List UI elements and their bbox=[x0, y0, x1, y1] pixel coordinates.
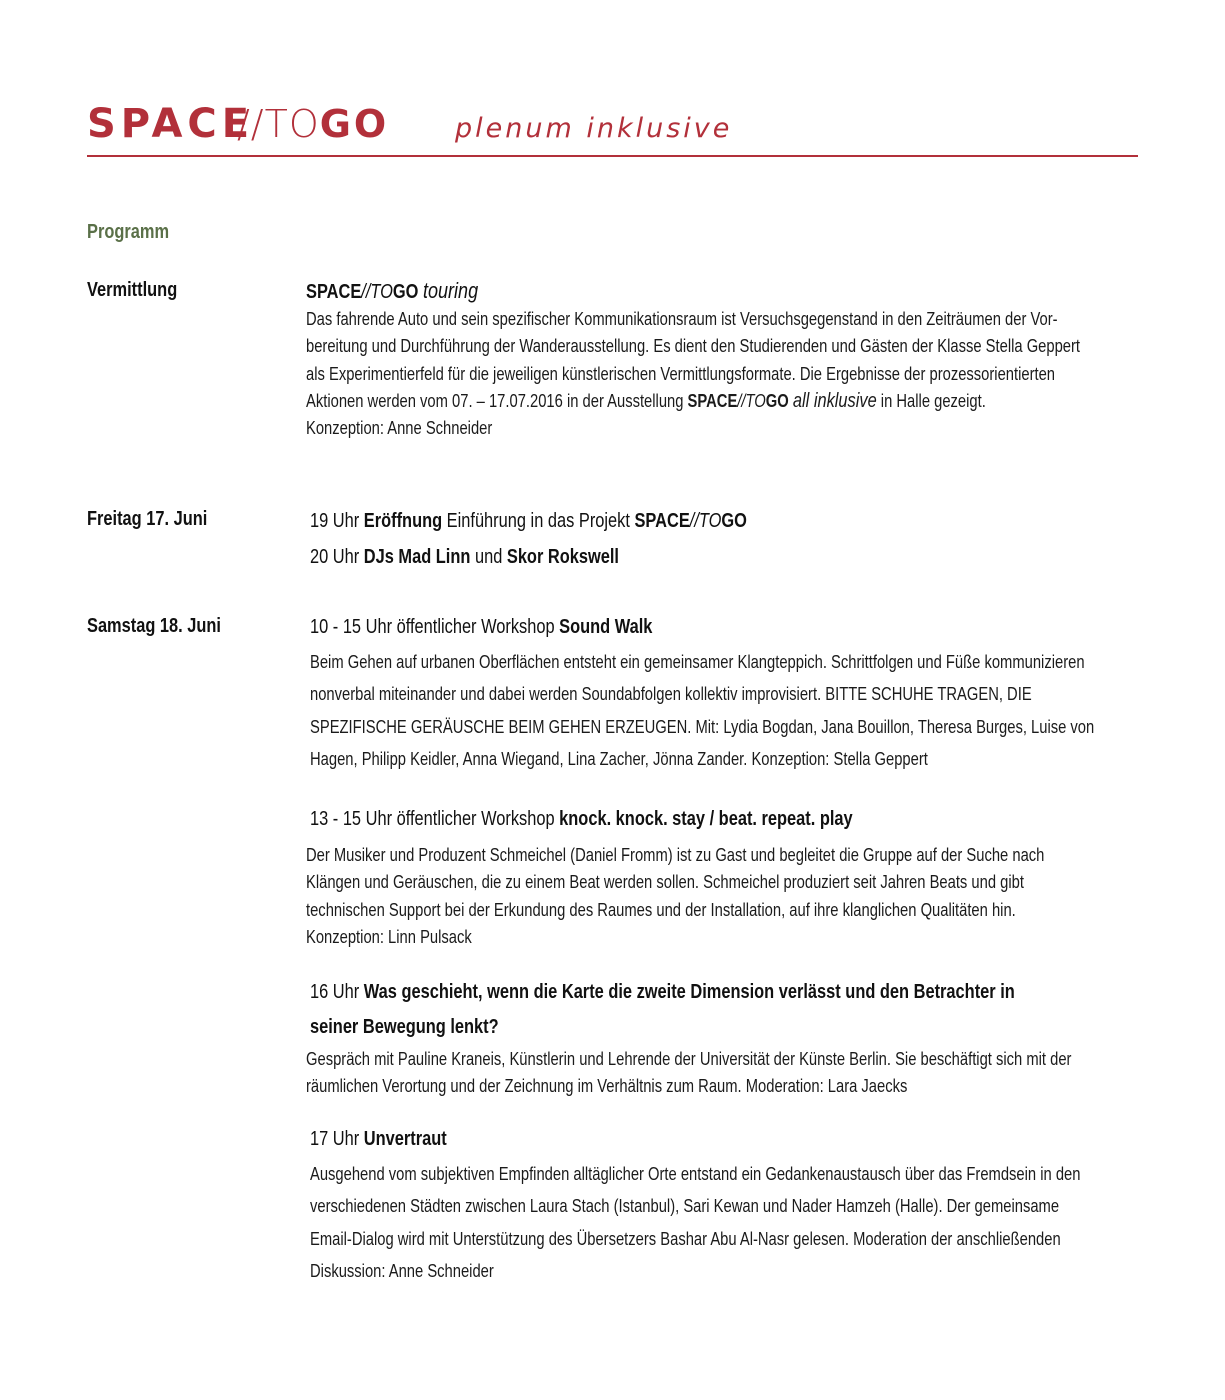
konzeption: Konzeption: Anne Schneider bbox=[306, 418, 493, 439]
event-karte-text bbox=[306, 1046, 1225, 1101]
event-heading bbox=[310, 975, 1015, 1010]
paragraph-line: Diskussion: Anne Schneider bbox=[310, 1260, 494, 1281]
event-title: Skor Rokswell bbox=[506, 546, 619, 568]
event-description bbox=[310, 1158, 1080, 1287]
paragraph-line: Das fahrende Auto und sein spezifischer Kommunikationsraum ist Versuchsgegenstand in den Zeiträumen der Vor- bbox=[306, 309, 1058, 329]
brand-go: GO bbox=[392, 281, 419, 303]
event-title-cont: seiner Bewegung lenkt? bbox=[310, 1016, 499, 1038]
paragraph-line: Hagen, Philipp Keidler, Anna Wiegand, Lina Zacher, Jönna Zander. Konzeption: Stella Geppert bbox=[310, 748, 928, 769]
paragraph-line: bereitung und Durchführung der Wanderausstellung. Es dient den Studierenden und Gästen der Klasse Stella Geppert bbox=[306, 336, 1081, 357]
logo-slash-to: //TO bbox=[237, 102, 320, 146]
event-time: 17 Uhr bbox=[310, 1128, 364, 1150]
section-title-programm: Programm bbox=[87, 221, 170, 243]
brand-space: SPACE bbox=[687, 390, 738, 411]
event-time: 19 Uhr bbox=[310, 510, 364, 532]
event-description bbox=[306, 1046, 1071, 1101]
brand-go: GO bbox=[721, 510, 747, 532]
label-freitag: Freitag 17. Juni bbox=[87, 508, 208, 530]
event-title: Sound Walk bbox=[559, 616, 653, 638]
event-heading bbox=[310, 1010, 1015, 1045]
event-text: und bbox=[470, 546, 507, 568]
brand-space: SPACE bbox=[306, 281, 362, 303]
event-title: Was geschieht, wenn die Karte die zweite Dimension verlässt und den Betrachter in bbox=[363, 981, 1015, 1003]
paragraph-line: technischen Support bei der Erkundung des Raumes und der Installation, auf ihre klanglichen Qualitäten hin. bbox=[306, 899, 1016, 920]
event-title: DJs Mad Linn bbox=[363, 546, 471, 568]
event-description bbox=[310, 646, 1094, 775]
paragraph-line: Beim Gehen auf urbanen Oberflächen entsteht ein gemeinsamer Klangteppich. Schrittfolgen und Füße kommunizieren bbox=[310, 652, 1085, 672]
logo-space: SPACE bbox=[87, 101, 255, 147]
exhibition-title: all inklusive bbox=[792, 389, 877, 412]
event-description bbox=[306, 842, 1044, 951]
brand-space: SPACE bbox=[634, 510, 690, 532]
brand-go: GO bbox=[765, 390, 789, 411]
paragraph-line bbox=[306, 388, 1080, 415]
label-samstag: Samstag 18. Juni bbox=[87, 615, 221, 637]
event-unvertraut bbox=[310, 1125, 1225, 1287]
event-knock-knock bbox=[310, 805, 972, 833]
event-karte bbox=[310, 975, 1170, 1045]
paragraph-line: Konzeption: Linn Pulsack bbox=[306, 926, 472, 947]
paragraph-line: räumlichen Verortung und der Zeichnung im Verhältnis zum Raum. Moderation: Lara Jaecks bbox=[306, 1076, 908, 1097]
logo-go: GO bbox=[319, 102, 390, 146]
paragraph-line: verschiedenen Städten zwischen Laura Stach (Istanbul), Sari Kewan und Nader Hamzeh (Halle). Der gemeinsame bbox=[310, 1196, 1060, 1217]
paragraph-line: Der Musiker und Produzent Schmeichel (Daniel Fromm) ist zu Gast und begleitet die Gruppe auf der Suche nach bbox=[306, 845, 1045, 865]
brand-slash-to: //TO bbox=[361, 281, 393, 303]
event-title: knock. knock. stay / beat. repeat. play bbox=[559, 808, 853, 830]
header-rule bbox=[87, 155, 1138, 157]
brand-slash-to: //TO bbox=[737, 390, 766, 411]
event-time: 16 Uhr bbox=[310, 981, 364, 1003]
header-subtitle: plenum inklusive bbox=[455, 113, 733, 144]
paragraph-line: Email-Dialog wird mit Unterstützung des Übersetzers Bashar Abu Al-Nasr gelesen. Moderation der anschließenden bbox=[310, 1228, 1061, 1249]
vermittlung-block bbox=[306, 277, 1225, 442]
event-line bbox=[310, 507, 747, 535]
event-line bbox=[310, 543, 747, 571]
paragraph-line: SPEZIFISCHE GERÄUSCHE BEIM GEHEN ERZEUGEN. Mit: Lydia Bogdan, Jana Bouillon, Theresa Burges, Luise von bbox=[310, 716, 1095, 737]
logo-togo bbox=[237, 102, 389, 146]
event-knock-knock-text bbox=[306, 842, 1206, 951]
paragraph-line: nonverbal miteinander und dabei werden Soundabfolgen kollektiv improvisiert. BITTE SCHUHE TRAGEN, DIE bbox=[310, 684, 1032, 705]
event-title: Eröffnung bbox=[363, 510, 443, 532]
paragraph-line: als Experimentierfeld für die jeweiligen künstlerischen Vermittlungsformate. Die Ergebnisse der prozessorientierten bbox=[306, 363, 1056, 384]
event-text: Einführung in das Projekt bbox=[442, 510, 635, 532]
event-heading bbox=[310, 613, 1094, 641]
line-text: in Halle gezeigt. bbox=[876, 390, 986, 411]
vermittlung-heading bbox=[306, 277, 1080, 306]
brand-slash-to: //TO bbox=[689, 510, 722, 532]
vermittlung-paragraph bbox=[306, 306, 1080, 442]
page-header bbox=[87, 100, 1138, 158]
event-time: 10 - 15 Uhr öffentlicher Workshop bbox=[310, 616, 560, 638]
event-sound-walk bbox=[310, 613, 1225, 775]
event-title: Unvertraut bbox=[363, 1128, 447, 1150]
paragraph-line: Gespräch mit Pauline Kraneis, Künstlerin und Lehrende der Universität der Künste Berlin. Sie beschäftigt sich mit der bbox=[306, 1049, 1072, 1069]
event-time: 20 Uhr bbox=[310, 546, 364, 568]
paragraph-line: Klängen und Geräuschen, die zu einem Beat werden sollen. Schmeichel produziert seit Jahren Beats und gibt bbox=[306, 872, 1024, 893]
event-time: 13 - 15 Uhr öffentlicher Workshop bbox=[310, 808, 560, 830]
paragraph-line: Ausgehend vom subjektiven Empfinden alltäglicher Orte entstand ein Gedankenaustausch über das Fremdsein in den bbox=[310, 1164, 1081, 1184]
freitag-block bbox=[310, 507, 843, 571]
event-heading bbox=[310, 805, 853, 833]
label-vermittlung: Vermittlung bbox=[87, 279, 178, 301]
line-text: Aktionen werden vom 07. – 17.07.2016 in der Ausstellung bbox=[306, 390, 688, 411]
event-heading bbox=[310, 1125, 1080, 1153]
vermittlung-touring: touring bbox=[422, 278, 479, 303]
